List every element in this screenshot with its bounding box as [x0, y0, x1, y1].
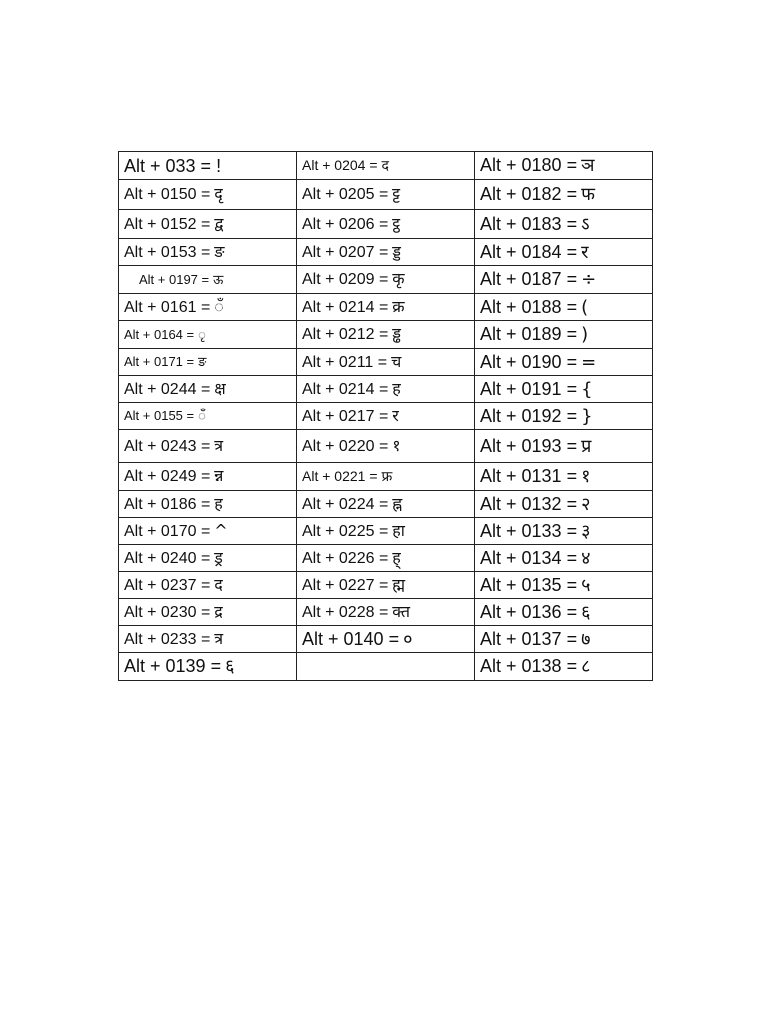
devanagari-glyph: ८ — [581, 656, 591, 677]
alt-code: Alt + 0233 = — [124, 630, 211, 648]
table-cell — [119, 491, 297, 518]
table-cell — [475, 430, 653, 463]
alt-code: Alt + 0209 = — [302, 271, 389, 288]
table-cell — [475, 403, 653, 430]
alt-code: Alt + 0240 = — [124, 549, 211, 567]
devanagari-glyph: र — [581, 241, 589, 263]
table-cell — [475, 653, 653, 681]
devanagari-glyph: = — [581, 351, 597, 373]
alt-code: Alt + 0225 = — [302, 522, 389, 540]
devanagari-glyph: च — [391, 351, 402, 371]
table-cell — [297, 152, 475, 180]
alt-code: Alt + 0204 = — [302, 157, 378, 173]
table-cell — [297, 491, 475, 518]
devanagari-glyph: द — [214, 574, 223, 594]
devanagari-glyph: ट्ट — [392, 184, 401, 203]
table-row — [119, 572, 653, 599]
table-cell — [475, 376, 653, 403]
alt-code: Alt + 0224 = — [302, 495, 389, 513]
table-cell — [297, 266, 475, 294]
table-cell — [119, 266, 297, 294]
table-cell — [119, 239, 297, 266]
table-cell — [119, 349, 297, 376]
alt-code: Alt + 0193 = — [480, 435, 578, 456]
devanagari-glyph: ० — [403, 628, 413, 650]
table-cell — [119, 518, 297, 545]
devanagari-glyph: ट्ठ — [392, 213, 401, 233]
devanagari-glyph: क्ष — [214, 378, 226, 398]
table-cell — [119, 626, 297, 653]
devanagari-glyph: न्न — [214, 466, 224, 485]
devanagari-glyph: ड्ढ — [392, 324, 401, 343]
table-row — [119, 376, 653, 403]
devanagari-glyph: ँ — [198, 409, 206, 424]
table-cell — [475, 599, 653, 626]
alt-code: Alt + 0228 = — [302, 603, 389, 621]
devanagari-glyph: १ — [581, 466, 591, 487]
alt-code: Alt + 0249 = — [124, 468, 211, 485]
alt-code: Alt + 0150 = — [124, 186, 211, 203]
devanagari-glyph: र — [392, 405, 399, 425]
table-cell — [119, 210, 297, 239]
table-row — [119, 430, 653, 463]
table-row — [119, 403, 653, 430]
table-cell — [475, 294, 653, 321]
alt-code: Alt + 0171 = — [124, 354, 195, 369]
table-cell — [475, 463, 653, 491]
alt-code: Alt + 0186 = — [124, 495, 211, 513]
alt-code: Alt + 0207 = — [302, 243, 389, 261]
alt-code: Alt + 0135 = — [480, 574, 578, 595]
alt-code: Alt + 0134 = — [480, 547, 578, 568]
table-row — [119, 463, 653, 491]
devanagari-glyph: { — [581, 378, 593, 400]
devanagari-glyph: ह — [392, 378, 401, 398]
devanagari-glyph: त्र — [214, 628, 224, 648]
devanagari-glyph: कृ — [392, 269, 405, 288]
devanagari-glyph: क्त — [392, 601, 410, 621]
table-cell — [475, 545, 653, 572]
table-cell — [119, 653, 297, 681]
table-cell — [297, 463, 475, 491]
alt-code: Alt + 0152 = — [124, 215, 211, 233]
table-cell — [475, 349, 653, 376]
table-cell — [297, 180, 475, 210]
devanagari-glyph: फ्र — [381, 469, 393, 485]
devanagari-glyph: ३ — [581, 520, 591, 542]
table-row — [119, 349, 653, 376]
table-row — [119, 545, 653, 572]
devanagari-glyph: दृ — [214, 184, 223, 203]
alt-code: Alt + 0184 = — [480, 241, 578, 262]
table-cell — [119, 572, 297, 599]
table-row — [119, 491, 653, 518]
alt-code: Alt + 0182 = — [480, 184, 578, 204]
devanagari-glyph: } — [581, 405, 593, 427]
devanagari-glyph: ऽ — [581, 213, 590, 235]
alt-code: Alt + 0180 = — [480, 155, 578, 175]
table-cell — [475, 321, 653, 349]
table-cell — [475, 180, 653, 210]
table-row — [119, 626, 653, 653]
alt-code: Alt + 0211 = — [302, 353, 388, 371]
devanagari-glyph: ड्र — [214, 547, 223, 567]
table-cell — [475, 152, 653, 180]
table-cell — [119, 376, 297, 403]
alt-code: Alt + 0212 = — [302, 326, 389, 343]
table-cell — [297, 403, 475, 430]
alt-code: Alt + 0214 = — [302, 380, 389, 398]
table-row — [119, 321, 653, 349]
table-cell — [297, 321, 475, 349]
devanagari-glyph: ङ — [198, 355, 207, 370]
alt-code: Alt + 0217 = — [302, 407, 389, 425]
table-cell — [297, 349, 475, 376]
alt-code: Alt + 0138 = — [480, 656, 578, 676]
devanagari-glyph: ँ — [214, 296, 224, 316]
devanagari-glyph: ह्न — [392, 493, 403, 513]
table-cell — [475, 266, 653, 294]
alt-code: Alt + 0164 = — [124, 326, 195, 342]
devanagari-glyph: द — [381, 158, 389, 174]
alt-code: Alt + 0187 = — [480, 269, 578, 289]
alt-code: Alt + 0188 = — [480, 296, 578, 317]
table-cell — [475, 491, 653, 518]
alt-code: Alt + 0192 = — [480, 405, 578, 426]
devanagari-glyph: ञ — [581, 155, 595, 176]
devanagari-glyph: फ — [581, 184, 595, 205]
alt-code: Alt + 0155 = — [124, 408, 195, 423]
devanagari-glyph: त्र — [214, 435, 224, 455]
table-cell — [475, 210, 653, 239]
alt-code: Alt + 0189 = — [480, 324, 578, 344]
devanagari-glyph: क्र — [392, 296, 405, 316]
alt-code: Alt + 0170 = — [124, 522, 211, 540]
devanagari-glyph: हा — [392, 520, 405, 540]
table-cell — [297, 376, 475, 403]
devanagari-glyph: ह् — [392, 547, 401, 567]
alt-code: Alt + 0214 = — [302, 298, 389, 316]
table-cell — [297, 518, 475, 545]
devanagari-glyph: ६ — [225, 656, 235, 677]
alt-code: Alt + 0206 = — [302, 215, 389, 233]
devanagari-glyph: ङ — [214, 241, 225, 261]
devanagari-glyph: ) — [581, 324, 589, 345]
table-cell — [119, 599, 297, 626]
alt-code: Alt + 0220 = — [302, 437, 389, 455]
table-cell — [297, 239, 475, 266]
devanagari-glyph: ड्ड — [392, 241, 401, 261]
table-cell — [297, 653, 475, 681]
table-cell — [297, 430, 475, 463]
table-cell — [119, 152, 297, 180]
devanagari-glyph: ÷ — [581, 269, 597, 290]
alt-code: Alt + 033 = ! — [124, 155, 222, 176]
table-row — [119, 599, 653, 626]
alt-code: Alt + 0226 = — [302, 549, 389, 567]
alt-code: Alt + 0133 = — [480, 520, 578, 541]
table-row — [119, 294, 653, 321]
devanagari-glyph: ६ — [581, 601, 591, 623]
table-cell — [475, 239, 653, 266]
table-cell — [297, 545, 475, 572]
alt-code: Alt + 0243 = — [124, 437, 211, 455]
alt-code: Alt + 0190 = — [480, 351, 578, 372]
devanagari-glyph: ह्म — [392, 574, 406, 594]
table-cell — [119, 294, 297, 321]
devanagari-glyph: ७ — [581, 628, 591, 650]
table-row — [119, 239, 653, 266]
alt-code: Alt + 0153 = — [124, 243, 211, 261]
alt-code: Alt + 0183 = — [480, 213, 578, 234]
table-cell — [119, 545, 297, 572]
table-cell — [475, 572, 653, 599]
devanagari-glyph: ऊ — [213, 272, 224, 288]
alt-code: Alt + 0197 = — [139, 271, 210, 287]
devanagari-glyph: २ — [581, 493, 591, 515]
devanagari-glyph: ( — [581, 296, 589, 318]
alt-code: Alt + 0205 = — [302, 186, 389, 203]
devanagari-glyph: ह — [214, 493, 223, 513]
table-row — [119, 266, 653, 294]
table-cell — [119, 463, 297, 491]
alt-code: Alt + 0244 = — [124, 380, 211, 398]
alt-code: Alt + 0131 = — [480, 466, 578, 486]
alt-code-table — [118, 151, 653, 681]
alt-code: Alt + 0230 = — [124, 603, 211, 621]
table-cell — [297, 294, 475, 321]
table-cell — [119, 321, 297, 349]
alt-code: Alt + 0140 = — [302, 628, 400, 649]
table-row — [119, 210, 653, 239]
table-cell — [297, 210, 475, 239]
alt-code: Alt + 0191 = — [480, 378, 578, 399]
table-cell — [297, 599, 475, 626]
table-cell — [297, 572, 475, 599]
table-cell — [475, 626, 653, 653]
alt-code: Alt + 0136 = — [480, 601, 578, 622]
alt-code: Alt + 0161 = — [124, 298, 211, 316]
table-cell — [119, 430, 297, 463]
alt-code: Alt + 0227 = — [302, 576, 389, 594]
table-row — [119, 180, 653, 210]
devanagari-glyph: ^ — [214, 520, 228, 540]
table-row — [119, 518, 653, 545]
devanagari-glyph: १ — [392, 435, 401, 455]
devanagari-glyph: द्र — [214, 601, 223, 621]
alt-code: Alt + 0221 = — [302, 468, 378, 484]
table-cell — [119, 403, 297, 430]
alt-code: Alt + 0237 = — [124, 576, 211, 594]
alt-code: Alt + 0132 = — [480, 493, 578, 514]
table-cell — [119, 180, 297, 210]
table-row — [119, 653, 653, 681]
alt-code: Alt + 0137 = — [480, 628, 578, 649]
devanagari-glyph: द्व — [214, 213, 224, 233]
table-cell — [475, 518, 653, 545]
devanagari-glyph: ५ — [581, 574, 591, 596]
devanagari-glyph: प्र — [581, 435, 592, 457]
table-cell — [297, 626, 475, 653]
alt-code: Alt + 0139 = — [124, 656, 222, 676]
devanagari-glyph: ४ — [581, 547, 591, 569]
table-row — [119, 152, 653, 180]
devanagari-glyph: ृ — [198, 327, 206, 343]
